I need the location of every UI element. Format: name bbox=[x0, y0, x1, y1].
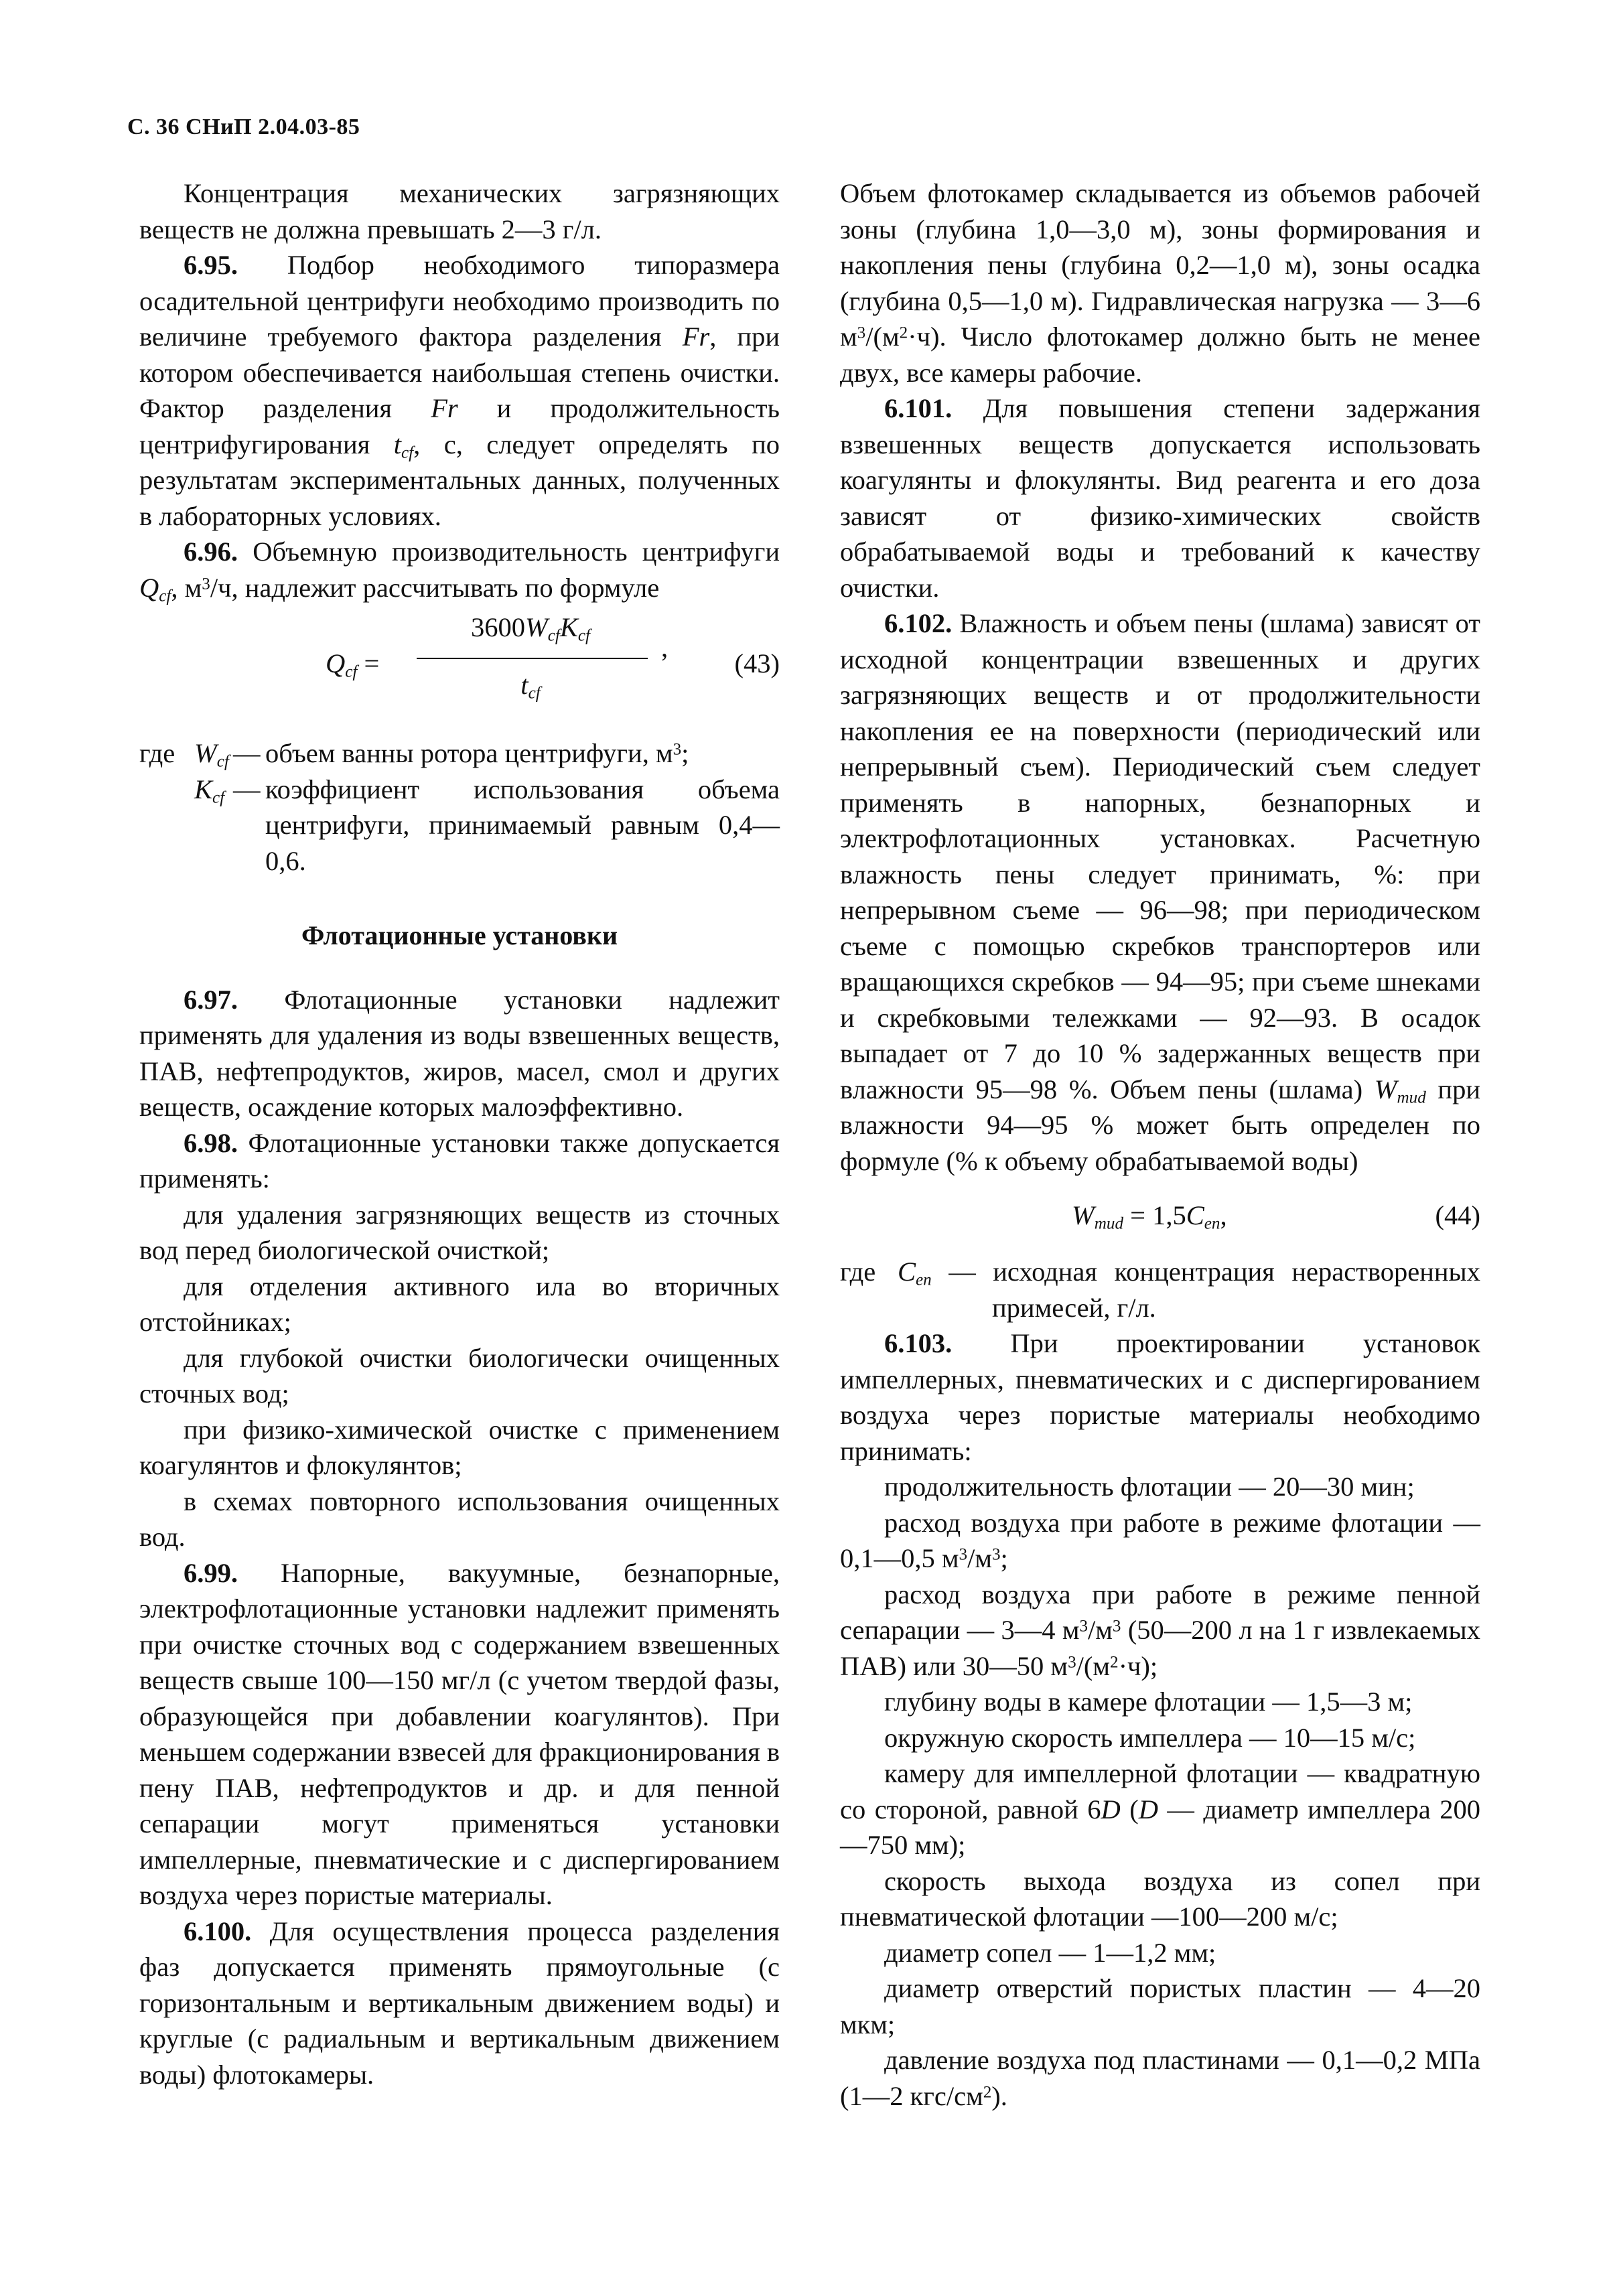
subscript: en bbox=[1204, 1214, 1220, 1233]
subscript: mud bbox=[1397, 1088, 1426, 1106]
text: ( bbox=[1120, 1794, 1139, 1824]
clause-text: /ч, надлежит рассчитывать по формуле bbox=[210, 572, 660, 603]
fraction-bar bbox=[417, 658, 648, 659]
text: /м bbox=[967, 1543, 992, 1573]
clause-text: Подбор необходимого типоразмера осадительной центрифуги необходимо производить по величине требуемого фактора разделения bbox=[139, 250, 780, 352]
formula-lhs bbox=[326, 646, 379, 682]
list-item: для удаления загрязняющих веществ из сточных вод перед биологической очисткой; bbox=[139, 1199, 780, 1265]
subscript: cf bbox=[159, 586, 171, 605]
superscript: 2 bbox=[899, 324, 908, 342]
superscript: 3 bbox=[857, 324, 866, 342]
text: расход воздуха при работе в режиме флотации — 0,1—0,5 м bbox=[840, 1507, 1480, 1573]
text: ; bbox=[681, 738, 689, 768]
subscript: cf bbox=[212, 788, 225, 806]
symbol: C bbox=[1186, 1200, 1204, 1230]
list-item bbox=[840, 1577, 1480, 1684]
formula-43 bbox=[139, 605, 780, 733]
clause-6-102 bbox=[840, 605, 1480, 1179]
text: ; bbox=[1000, 1543, 1008, 1573]
equals-part: = 1,5 bbox=[1123, 1200, 1186, 1230]
clause-6-101 bbox=[840, 390, 1480, 605]
superscript: 2 bbox=[983, 2083, 992, 2102]
defined-symbol bbox=[194, 772, 224, 808]
symbol: K bbox=[194, 774, 213, 804]
symbol: W bbox=[1374, 1074, 1397, 1104]
list-item: при физико-химической очистке с применением коагулянтов и флокулянтов; bbox=[139, 1414, 780, 1480]
clause-text: при влажности 94—95 % может быть определен по формуле (% к объему обрабатываемой воды) bbox=[840, 1074, 1480, 1176]
page-header: С. 36 СНиП 2.04.03-85 bbox=[127, 115, 360, 139]
clause-text: , м bbox=[171, 572, 202, 603]
clause-text: Влажность и объем пены (шлама) зависят от исходной концентрации взвешенных и других загрязняющих веществ и от продолжительности накопления ее на поверхности (периодический или непрерывный съем). Периодический съем следует применять в напорных, безнапорных и электрофлотационных установках. Расчетную влажность пены следует принимать, %: при непрерывном съеме — 96—98; при периодическом съеме с помощью скребков транспортеров или вращающихся скребков — 94—95; при съеме шнеками и скребковыми тележками — 92—93. В осадок выпадает от 7 до 10 % задержанных веществ при влажности 95—98 %. Объем пены (шлама) bbox=[840, 608, 1480, 1104]
text: /(м bbox=[1076, 1650, 1110, 1681]
superscript: 3 bbox=[673, 740, 682, 759]
text: объем ванны ротора центрифуги, м bbox=[265, 738, 673, 768]
symbol: K bbox=[559, 612, 578, 642]
symbol: C bbox=[898, 1257, 916, 1287]
clause-6-98 bbox=[139, 1125, 780, 1197]
text: камеру для импеллерной флотации — квадратную со стороной, равной 6 bbox=[840, 1758, 1480, 1824]
subscript: cf bbox=[547, 626, 560, 645]
comma: , bbox=[1220, 1200, 1227, 1230]
equation-number: (44) bbox=[1435, 1200, 1480, 1230]
clause-text: , с, следует определять по результатам экспериментальных данных, полученных в лабораторных условиях. bbox=[139, 429, 780, 531]
clause-text: Флотационные установки надлежит применять для удаления из воды взвешенных веществ, ПАВ, нефтепродуктов, жиров, масел, смол и других веществ, осаждение которых малоэффективно. bbox=[139, 984, 780, 1122]
paragraph-intro: Концентрация механических загрязняющих веществ не должна превышать 2—3 г/л. bbox=[139, 178, 780, 244]
denominator bbox=[397, 667, 664, 703]
subscript: cf bbox=[216, 752, 229, 771]
subscript: cf bbox=[345, 662, 358, 681]
superscript: 3 bbox=[1079, 1617, 1089, 1636]
right-column bbox=[840, 175, 1480, 2114]
clause-number: 6.98. bbox=[184, 1127, 238, 1158]
symbol: Q bbox=[139, 572, 159, 603]
dash: — bbox=[233, 738, 261, 768]
superscript: 2 bbox=[1110, 1653, 1119, 1672]
clause-number: 6.97. bbox=[184, 984, 238, 1015]
text: ·ч). Число флотокамер должно быть не менее двух, все камеры рабочие. bbox=[840, 321, 1480, 388]
text: — диаметр импеллера 200—750 мм); bbox=[840, 1794, 1480, 1860]
clause-text: Флотационные установки также допускается применять: bbox=[139, 1127, 780, 1194]
text: /(м bbox=[865, 321, 900, 352]
list-item: диаметр сопел — 1—1,2 мм; bbox=[884, 1937, 1216, 1968]
dash: — bbox=[233, 774, 261, 804]
superscript: 3 bbox=[1068, 1653, 1076, 1672]
equals-sign: = bbox=[357, 648, 380, 678]
clause-6-97 bbox=[139, 982, 780, 1125]
list-item: для отделения активного ила во вторичных отстойниках; bbox=[139, 1271, 780, 1337]
definition-w bbox=[139, 735, 780, 772]
subscript: cf bbox=[401, 443, 414, 461]
list-item: диаметр отверстий пористых пластин — 4—20 мкм; bbox=[840, 1973, 1480, 2039]
text: /м bbox=[1088, 1615, 1113, 1645]
formula-44 bbox=[840, 1179, 1480, 1254]
superscript: 3 bbox=[1112, 1617, 1121, 1636]
clause-text: При проектировании установок импеллерных, пневматических и с диспергированием воздуха через пористые материалы необходимо принимать: bbox=[840, 1328, 1480, 1466]
subscript: mud bbox=[1094, 1214, 1123, 1233]
clause-6-99 bbox=[139, 1555, 780, 1914]
clause-text: Напорные, вакуумные, безнапорные, электрофлотационные установки надлежит применять при очистке сточных вод с содержанием взвешенных веществ свыше 100—150 мг/л (с учетом твердой фазы, образующейся при добавлении коагулянтов). При меньшем содержании взвесей для фракционирования в пену ПАВ, нефтепродуктов и др. и для пенной сепарации могут применяться установки импеллерные, пневматические и с диспергированием воздуха через пористые материалы. bbox=[139, 1557, 780, 1910]
list-item: окружную скорость импеллера — 10—15 м/с; bbox=[884, 1722, 1416, 1753]
formula-expression bbox=[1072, 1198, 1227, 1234]
superscript: 3 bbox=[991, 1545, 1001, 1564]
list-item: продолжительность флотации — 20—30 мин; bbox=[884, 1472, 1415, 1502]
definition-text bbox=[898, 1254, 1480, 1325]
clause-text: и продолжительность центрифугирования bbox=[139, 393, 780, 459]
clause-text: Для осуществления процесса разделения фаз допускается применять прямоугольные (с горизонтальным и вертикальным движением воды) и круглые (с радиальным и вертикальным движением воды) флотокамеры. bbox=[139, 1916, 780, 2090]
list-item: глубину воды в камере флотации — 1,5—3 м; bbox=[884, 1687, 1413, 1717]
clause-6-103 bbox=[840, 1325, 1480, 1469]
list-item: для глубокой очистки биологически очищенных сточных вод; bbox=[139, 1342, 780, 1409]
numerator bbox=[397, 609, 664, 646]
subscript: cf bbox=[577, 626, 590, 645]
symbol: t bbox=[393, 429, 401, 459]
list-item: скорость выхода воздуха из сопел при пневматической флотации —100—200 м/с; bbox=[840, 1865, 1480, 1932]
text: ). bbox=[991, 2080, 1007, 2111]
clause-6-96 bbox=[139, 534, 780, 605]
clause-6-100 bbox=[139, 1914, 780, 2093]
subscript: en bbox=[916, 1271, 932, 1289]
symbol: Q bbox=[326, 648, 346, 678]
number: 3600 bbox=[470, 612, 525, 642]
definition-k bbox=[139, 772, 780, 879]
list-item: в схемах повторного использования очищенных вод. bbox=[139, 1486, 780, 1552]
symbol: D bbox=[1101, 1794, 1121, 1824]
definition-text: коэффициент использования объема центрифуги, принимаемый равным 0,4—0,6. bbox=[265, 774, 780, 876]
definition-c bbox=[840, 1254, 1480, 1325]
clause-number: 6.102. bbox=[884, 608, 953, 638]
clause-number: 6.99. bbox=[184, 1557, 238, 1588]
clause-number: 6.100. bbox=[184, 1916, 252, 1946]
symbol: W bbox=[1072, 1200, 1095, 1230]
paragraph-continued bbox=[840, 175, 1480, 390]
superscript: 3 bbox=[959, 1545, 968, 1564]
list-item bbox=[840, 2042, 1480, 2114]
text: ·ч); bbox=[1118, 1650, 1158, 1681]
clause-number: 6.95. bbox=[184, 250, 238, 280]
equation-number: (43) bbox=[734, 648, 780, 678]
text: — исходная концентрация нерастворенных примесей, г/л. bbox=[949, 1257, 1481, 1323]
symbol: Fr bbox=[431, 393, 458, 423]
text: (50—200 л на 1 г извлекаемых ПАВ) или 30—50 м bbox=[840, 1615, 1480, 1681]
where-label: где bbox=[139, 738, 176, 768]
clause-number: 6.96. bbox=[184, 536, 238, 567]
text: Объем флотокамер складывается из объемов рабочей зоны (глубина 1,0—3,0 м), зоны формирования и накопления пены (глубина 0,2—1,0 м), зоны осадка (глубина 0,5—1,0 м). Гидравлическая нагрузка — 3—6 м bbox=[840, 178, 1480, 352]
definition-text bbox=[265, 735, 780, 772]
defined-symbol bbox=[194, 735, 229, 772]
clause-6-95 bbox=[139, 247, 780, 534]
clause-number: 6.101. bbox=[884, 393, 953, 423]
clause-number: 6.103. bbox=[884, 1328, 953, 1358]
subscript: cf bbox=[528, 684, 541, 703]
section-title: Флотационные установки bbox=[301, 920, 618, 950]
superscript: 3 bbox=[202, 575, 210, 593]
list-item bbox=[840, 1505, 1480, 1577]
symbol: D bbox=[1138, 1794, 1158, 1824]
symbol: W bbox=[194, 738, 217, 768]
clause-text: Для повышения степени задержания взвешенных веществ допускается использовать коагулянты и флокулянты. Вид реагента и его доза зависят от физико-химических свойств обрабатываемой воды и требований к качеству очистки. bbox=[840, 393, 1480, 603]
text: расход воздуха при работе в режиме пенной сепарации — 3—4 м bbox=[840, 1579, 1480, 1645]
text: давление воздуха под пластинами — 0,1—0,2 МПа (1—2 кгс/см bbox=[840, 2045, 1480, 2111]
list-item bbox=[840, 1755, 1480, 1863]
left-column bbox=[139, 175, 780, 2092]
comma: , bbox=[661, 632, 669, 662]
symbol: Fr bbox=[682, 321, 710, 352]
symbol: W bbox=[524, 612, 548, 642]
clause-text: Объемную производительность центрифуги bbox=[253, 536, 780, 567]
clause-text: , при котором обеспечивается наибольшая степень очистки. Фактор разделения bbox=[139, 321, 780, 423]
symbol: t bbox=[520, 670, 529, 700]
where-label: где bbox=[840, 1257, 876, 1287]
